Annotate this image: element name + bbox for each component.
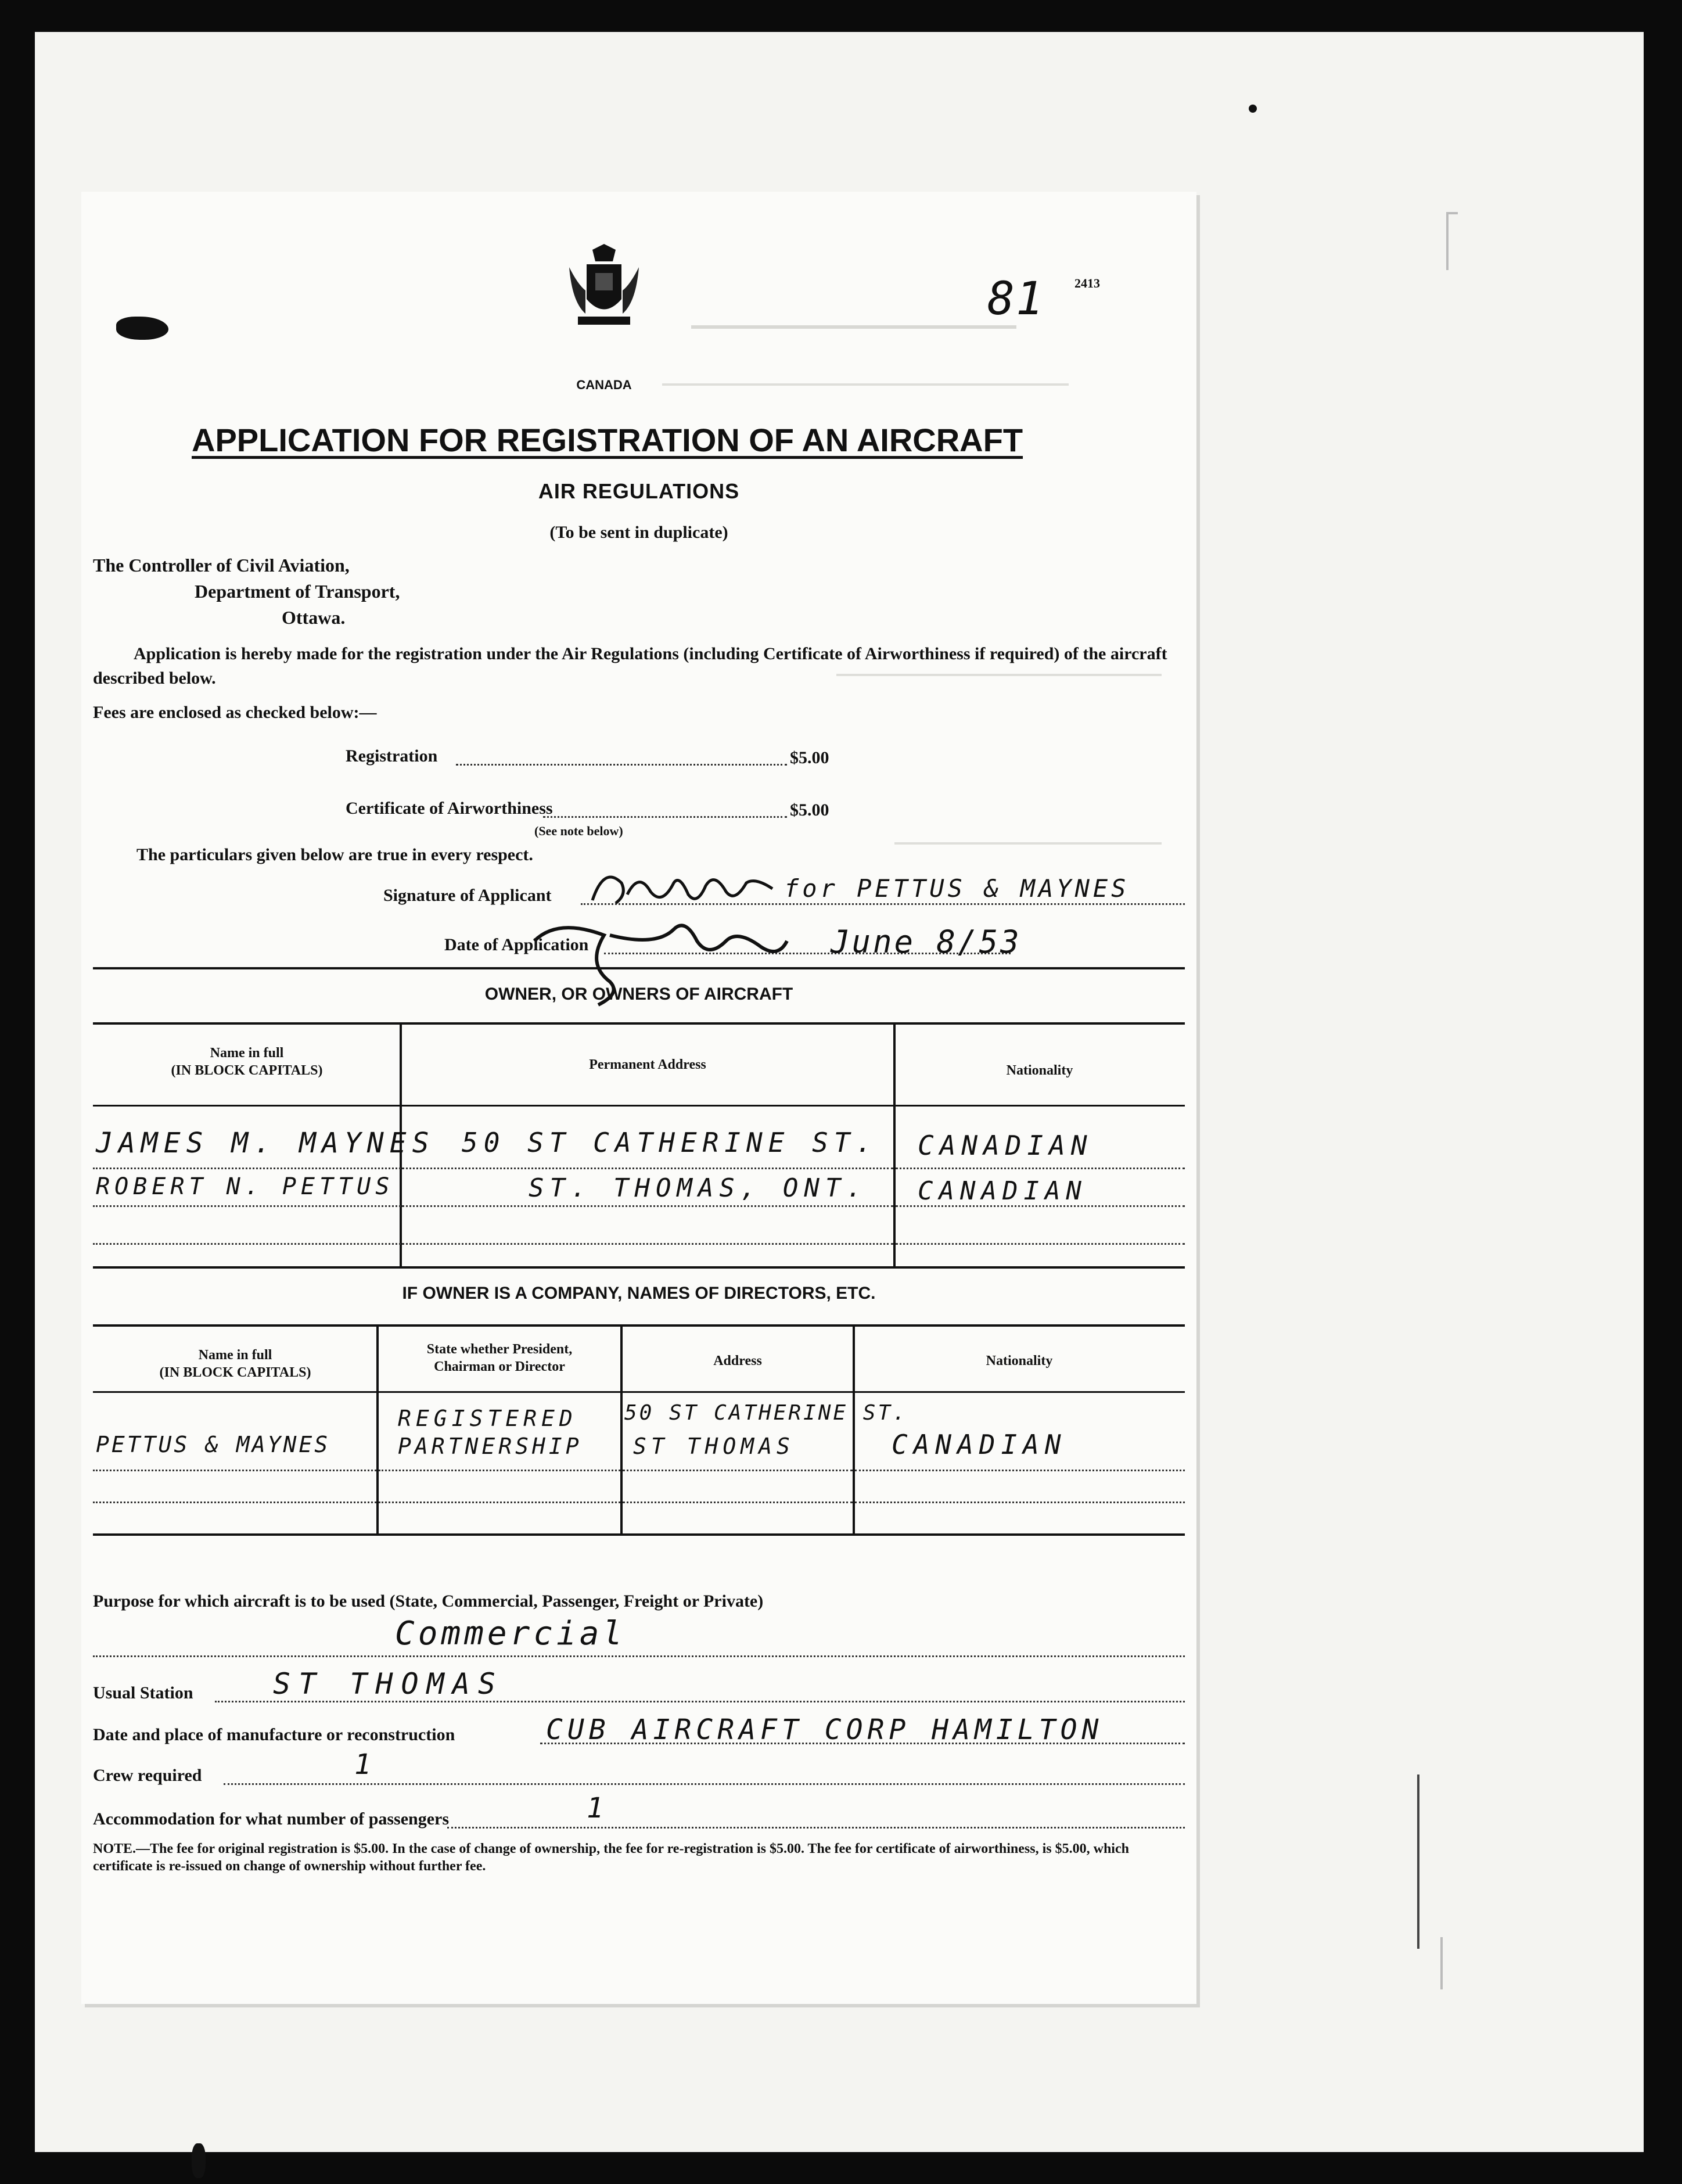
row-dots [93,1243,401,1245]
row-dots [855,1502,1185,1503]
registration-dots [456,764,787,766]
owners-col-name-sub: (IN BLOCK CAPITALS) [171,1063,323,1078]
section-rule [93,1324,1185,1327]
passengers-value: 1 [587,1792,609,1824]
bleed-through-line [894,842,1162,845]
owners-heading: OWNER, OR OWNERS OF AIRCRAFT [484,985,793,1004]
row-dots [855,1470,1185,1471]
duplicate-note: (To be sent in duplicate) [549,523,728,542]
addressee-line2: Department of Transport, [195,581,400,602]
passengers-label: Accommodation for what number of passengers [93,1809,450,1829]
scan-speck [1249,105,1257,113]
bleed-through-line [691,325,1016,329]
row-dots [93,1470,376,1471]
row-dots [402,1243,893,1245]
owner-2-address: ST. THOMAS, ONT. [529,1173,868,1203]
application-form [81,192,1196,2004]
manufacture-label: Date and place of manufacture or reconstruction [93,1725,455,1744]
header-rule [93,1391,1185,1393]
company-col-name: Name in full [198,1348,272,1363]
particulars-text: The particulars given below are true in every respect. [136,845,533,864]
section-rule [93,967,1185,969]
station-label: Usual Station [93,1683,193,1702]
signature-label: Signature of Applicant [383,886,552,905]
company-heading: IF OWNER IS A COMPANY, NAMES OF DIRECTORS, ETC. [402,1284,876,1303]
owner-1-address: 50 ST CATHERINE ST. [462,1127,878,1158]
date-label: Date of Application [444,935,589,954]
form-number: 2413 [1074,276,1100,290]
row-dots [93,1168,401,1169]
date-value: June 8/53 [831,924,1022,960]
application-text: Application is hereby made for the registration under the Air Regulations (including Certificate of Airworthiness if required) of the aircraft described below. [93,644,1167,688]
company-name: PETTUS & MAYNES [96,1432,330,1457]
canada-crest [563,244,645,343]
signature-value: for PETTUS & MAYNES [784,874,1130,903]
section-rule [93,1266,1185,1269]
row-dots [896,1243,1185,1245]
page-title: APPLICATION FOR REGISTRATION OF AN AIRCRAFT [192,422,1023,458]
row-dots [896,1205,1185,1207]
owners-col-nationality: Nationality [1006,1063,1073,1078]
scan-mark [1446,212,1449,270]
company-state-line2: PARTNERSHIP [398,1434,583,1459]
row-dots [402,1168,893,1169]
company-state-line1: REGISTERED [398,1406,577,1431]
purpose-label: Purpose for which aircraft is to be used (State, Commercial, Passenger, Freight or Private) [93,1592,764,1611]
fees-heading: Fees are enclosed as checked below:— [93,703,377,722]
owner-1-name: JAMES M. MAYNES [96,1127,435,1159]
airworthiness-label: Certificate of Airworthiness [346,799,553,818]
header-rule [93,1105,1185,1107]
crew-dots [224,1783,1185,1785]
row-dots [93,1205,401,1207]
crest-caption: CANADA [576,378,632,392]
owners-col-name: Name in full [210,1046,284,1061]
station-value: ST THOMAS [273,1667,504,1701]
company-col-name-sub: (IN BLOCK CAPITALS) [159,1365,311,1380]
owners-col-address: Permanent Address [589,1057,706,1072]
section-rule [93,1533,1185,1536]
addressee-line3: Ottawa. [282,607,346,628]
purpose-dots [93,1655,1185,1657]
company-address-line2: ST THOMAS [633,1434,795,1459]
company-col-state: State whether President, [426,1342,573,1357]
crew-value: 1 [354,1748,377,1781]
company-col-nationality: Nationality [986,1353,1053,1368]
scan-mark [1417,1774,1419,1949]
row-dots [379,1502,620,1503]
owner-2-name: ROBERT N. PETTUS [96,1173,394,1200]
passengers-dots [447,1827,1185,1829]
row-dots [623,1470,853,1471]
row-dots [402,1205,893,1207]
row-dots [379,1470,620,1471]
registration-label: Registration [346,746,438,766]
scan-mark [1446,212,1458,214]
company-nationality: CANADIAN [892,1429,1067,1460]
scan-mark [1440,1937,1443,1989]
airworthiness-dots [543,816,787,818]
file-number: 81 [987,273,1044,325]
company-col-state-sub: Chairman or Director [434,1359,565,1374]
company-col-address: Address [713,1353,762,1368]
owner-1-nationality: CANADIAN [918,1130,1093,1161]
airworthiness-amount: $5.00 [790,800,829,820]
station-dots [215,1701,1185,1702]
manufacture-dots [540,1743,1185,1744]
owner-2-nationality: CANADIAN [918,1176,1087,1206]
row-dots [93,1502,376,1503]
row-dots [896,1168,1185,1169]
ink-blot [116,317,168,340]
company-address-line1: 50 ST CATHERINE ST. [624,1401,908,1425]
addressee-line1: The Controller of Civil Aviation, [93,555,350,576]
scan-speck [192,2143,206,2178]
purpose-value: Commercial [395,1615,626,1653]
bleed-through-line [662,383,1069,386]
fee-note: NOTE.—The fee for original registration is $5.00. In the case of change of ownership, the fee for re-registration is $5.00. The fee for certificate of airworthiness, is $5.00, which certificate is re-issued on change of ownership without further fee. [93,1841,1129,1874]
see-note: (See note below) [534,824,623,838]
registration-amount: $5.00 [790,748,829,767]
crew-label: Crew required [93,1766,202,1785]
manufacture-value: CUB AIRCRAFT CORP HAMILTON [546,1714,1104,1746]
section-rule [93,1022,1185,1025]
subtitle: AIR REGULATIONS [538,479,740,503]
row-dots [623,1502,853,1503]
